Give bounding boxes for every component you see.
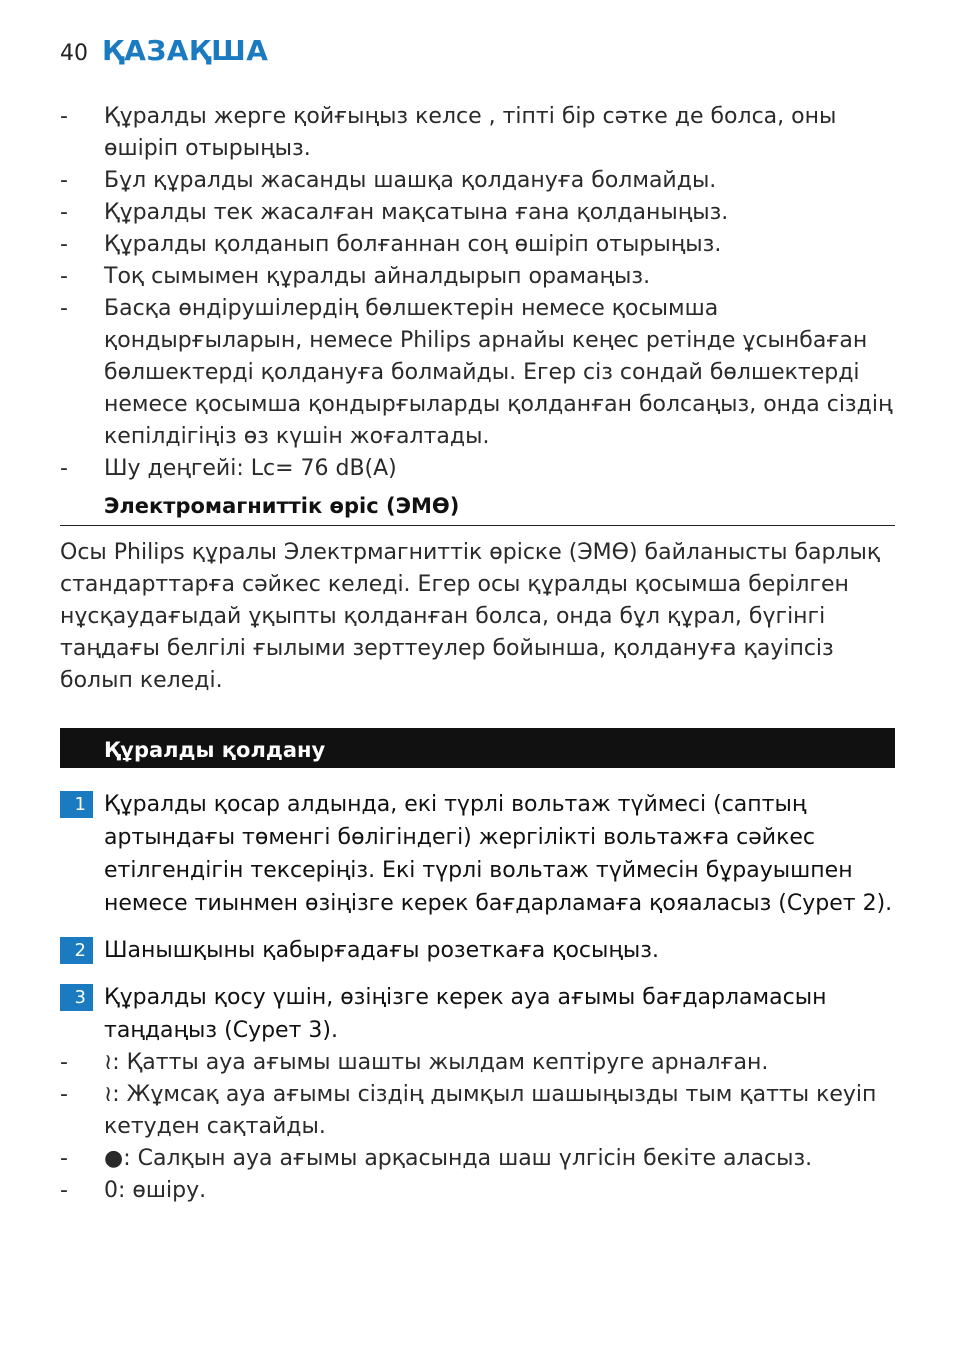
step-text: Шанышқыны қабырғадағы розеткаға қосыңыз.	[104, 938, 659, 963]
emf-heading: Электромагниттік өріс (ЭМӨ)	[104, 494, 460, 518]
language-title: ҚАЗАҚША	[102, 34, 269, 67]
dash-bullet: -	[60, 1178, 68, 1203]
list-item: - Бұл құралды жасанды шашқа қолдануға болмайды.	[60, 165, 895, 197]
list-item: - ≀: Жұмсақ ауа ағымы сіздің дымқыл шашыңызды тым қатты кеуіп кетуден сақтайды.	[60, 1079, 895, 1143]
dash-bullet: -	[60, 456, 68, 481]
step-item	[60, 788, 895, 920]
step-text: Құралды қосар алдында, екі түрлі вольтаж түймесі (саптың артындағы төменгі бөлігіндегі) жергілікті вольтажға сәйкес етілгендігін тексеріңіз. Екі түрлі вольтаж түймесін бұрауышпен немесе тиынмен өзіңізге керек бағдарламаға қояаласыз (Сурет 2).	[104, 792, 893, 916]
list-item: - Шу деңгейі: Lc= 76 dB(A)	[60, 453, 895, 485]
list-item: - Тоқ сымымен құралды айналдырып орамаңыз.	[60, 261, 895, 293]
page-content	[60, 101, 895, 1207]
warnings-list	[60, 101, 895, 485]
dash-bullet: -	[60, 1146, 68, 1171]
list-item: - Құралды жерге қойғыңыз келсе , тіпті бір сәтке де болса, оны өшіріп отырыңыз.	[60, 101, 895, 165]
dash-bullet: -	[60, 232, 68, 257]
dash-bullet: -	[60, 200, 68, 225]
list-item: - 0: өшіру.	[60, 1175, 895, 1207]
step-item	[60, 934, 895, 967]
dash-bullet: -	[60, 264, 68, 289]
step-text: Құралды қосу үшін, өзіңізге керек ауа ағымы бағдарламасын таңдаңыз (Сурет 3).	[104, 985, 827, 1043]
dash-bullet: -	[60, 296, 68, 321]
dash-bullet: -	[60, 168, 68, 193]
list-item: - ●: Салқын ауа ағымы арқасында шаш үлгісін бекіте аласыз.	[60, 1143, 895, 1175]
step-number-badge: 2	[60, 937, 93, 964]
divider	[60, 525, 895, 526]
step-number-badge: 3	[60, 984, 93, 1011]
list-item: - Құралды тек жасалған мақсатына ғана қолданыңыз.	[60, 197, 895, 229]
step-number-badge: 1	[60, 791, 93, 818]
dash-bullet: -	[60, 104, 68, 129]
page-number: 40	[60, 41, 88, 66]
airflow-settings-list	[60, 1047, 895, 1207]
usage-section-heading: Құралды қолдану	[60, 728, 895, 768]
step-item	[60, 981, 895, 1047]
usage-steps	[60, 788, 895, 1047]
page-header	[60, 34, 268, 67]
list-item: - ≀: Қатты ауа ағымы шашты жылдам кептіруге арналған.	[60, 1047, 895, 1079]
dash-bullet: -	[60, 1050, 68, 1075]
dash-bullet: -	[60, 1082, 68, 1107]
emf-paragraph: Осы Philips құралы Электрмагниттік өріске (ЭМӨ) байланысты барлық стандарттарға сәйкес келеді. Егер осы құралды қосымша берілген нұсқаудағыдай ұқыпты қолданған болса, онда бұл құрал, бүгінгі таңдағы белгілі ғылыми зерттеулер бойынша, қолдануға қауіпсіз болып келеді.	[60, 540, 881, 693]
list-item: - Құралды қолданып болғаннан соң өшіріп отырыңыз.	[60, 229, 895, 261]
list-item: - Басқа өндірушілердің бөлшектерін немесе қосымша қондырғыларын, немесе Philips арнайы кеңес ретінде ұсынбаған бөлшектерді қолдануға болмайды. Егер сіз сондай бөлшектерді немесе қосымша қондырғыларды қолданған болсаңыз, онда сіздің кепілдігіңіз өз күшін жоғалтады.	[60, 293, 895, 453]
